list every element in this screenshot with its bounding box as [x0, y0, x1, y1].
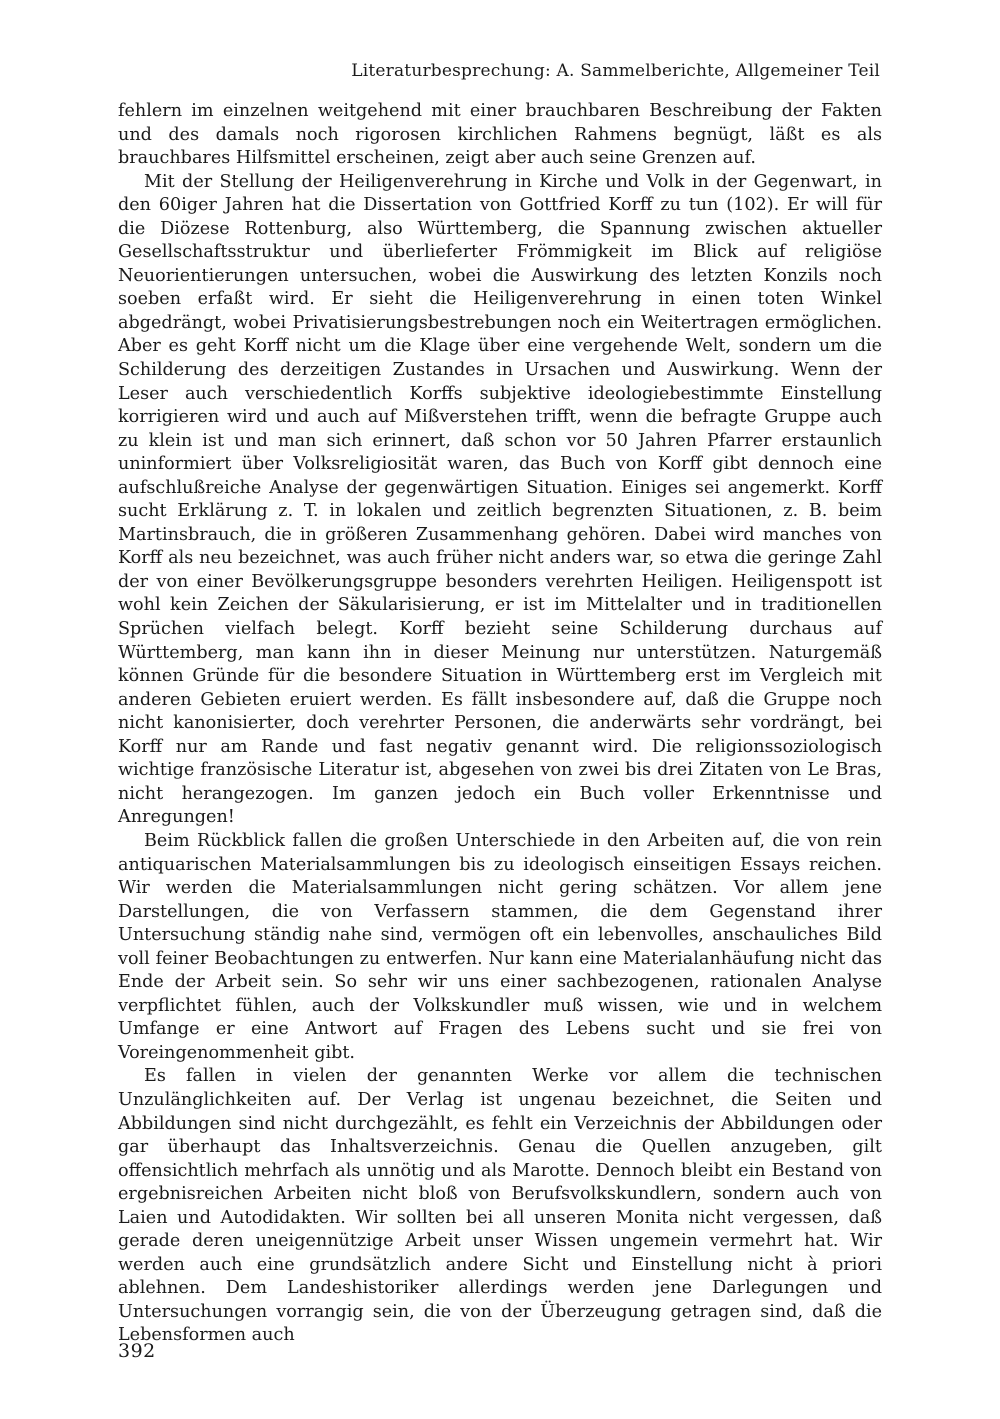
- page-number: 392: [118, 1340, 156, 1362]
- paragraph-1: fehlern im einzelnen weitgehend mit einer brauchbaren Beschreibung der Fakten und des damals noch rigorosen kirchlichen Rahmens begnügt, läßt es als brauchbares Hilfsmittel erscheinen, zeigt aber auch seine Grenzen auf.: [118, 101, 882, 169]
- paragraph-3: Beim Rückblick fallen die großen Unterschiede in den Arbeiten auf, die von rein antiquarischen Materialsammlungen bis zu ideologisch einseitigen Essays reichen. Wir werden die Materialsammlungen nicht gering schätzen. Vor allem jene Darstellungen, die von Verfassern stammen, die dem Gegenstand ihrer Untersuchung ständig nahe sind, vermögen oft ein lebenvolles, anschauliches Bild voll feiner Beobachtungen zu entwerfen. Nur kann eine Materialanhäufung nicht das Ende der Arbeit sein. So sehr wir uns einer sachbezogenen, rationalen Analyse verpflichtet fühlen, auch der Volkskundler muß wissen, wie und in welchem Umfange er eine Antwort auf Fragen des Lebens sucht und sie frei von Voreingenommenheit gibt.: [118, 830, 882, 1063]
- running-head: Literaturbesprechung: A. Sammelberichte, Allgemeiner Teil: [351, 61, 880, 81]
- paragraph-4: Es fallen in vielen der genannten Werke vor allem die technischen Unzulänglichkeiten auf. Der Verlag ist ungenau bezeichnet, die Seiten und Abbildungen sind nicht durchgezählt, es fehlt ein Verzeichnis der Abbildungen oder gar überhaupt das Inhaltsverzeichnis. Genau die Quellen anzugeben, gilt offensichtlich mehrfach als unnötig und als Marotte. Dennoch bleibt ein Bestand von ergebnisreichen Arbeiten nicht bloß von Berufsvolkskundlern, sondern auch von Laien und Autodidakten. Wir sollten bei all unseren Monita nicht vergessen, daß gerade deren uneigennützige Arbeit unser Wissen ungemein vermehrt hat. Wir werden auch eine grundsätzlich andere Sicht und Einstellung nicht à priori ablehnen. Dem Landeshistoriker allerdings werden jene Darlegungen und Untersuchungen vorrangig sein, die von der Überzeugung getragen sind, daß die Lebensformen auch: [118, 1066, 882, 1346]
- paragraph-2: Mit der Stellung der Heiligenverehrung in Kirche und Volk in der Gegenwart, in den 60iger Jahren hat die Dissertation von Gottfried Korff zu tun (102). Er will für die Diözese Rottenburg, also Württemberg, die Spannung zwischen aktueller Gesellschaftsstruktur und überlieferter Frömmigkeit im Blick auf religiöse Neuorientierungen untersuchen, wobei die Auswirkung des letzten Konzils noch soeben erfaßt wird. Er sieht die Heiligenverehrung in einen toten Winkel abgedrängt, wobei Privatisierungsbestrebungen noch ein Weitertragen ermöglichen. Aber es geht Korff nicht um die Klage über eine vergehende Welt, sondern um die Schilderung des derzeitigen Zustandes in Ursachen und Auswirkung. Wenn der Leser auch verschiedentlich Korffs subjektive ideologiebestimmte Einstellung korrigieren wird und auch auf Mißverstehen trifft, wenn die befragte Gruppe auch zu klein ist und man sich erinnert, daß schon vor 50 Jahren Pfarrer erstaunlich uninformiert über Volksreligiosität waren, das Buch von Korff gibt dennoch eine aufschlußreiche Analyse der gegenwärtigen Situation. Einiges sei angemerkt. Korff sucht Erklärung z. T. in lokalen und zeitlich begrenzten Situationen, z. B. beim Martinsbrauch, die in größeren Zusammenhang gehören. Dabei wird manches von Korff als neu bezeichnet, was auch früher nicht anders war, so etwa die geringe Zahl der von einer Bevölkerungsgruppe besonders verehrten Heiligen. Heiligenspott ist wohl kein Zeichen der Säkularisierung, er ist im Mittelalter und in traditionellen Sprüchen vielfach belegt. Korff bezieht seine Schilderung durchaus auf Württemberg, man kann ihn in dieser Meinung nur unterstützen. Naturgemäß können Gründe für die besondere Situation in Württemberg erst im Vergleich mit anderen Gebieten eruiert werden. Es fällt insbesondere auf, daß die Gruppe noch nicht kanonisierter, doch verehrter Personen, die anderwärts sehr vordrängt, bei Korff nur am Rande und fast negativ genannt wird. Die religionssoziologisch wichtige französische Literatur ist, abgesehen von zwei bis drei Zitaten von Le Bras, nicht herangezogen. Im ganzen jedoch ein Buch voller Erkenntnisse und Anregungen!: [118, 171, 882, 828]
- document-page: [118, 60, 882, 1348]
- body-text: [118, 100, 882, 1348]
